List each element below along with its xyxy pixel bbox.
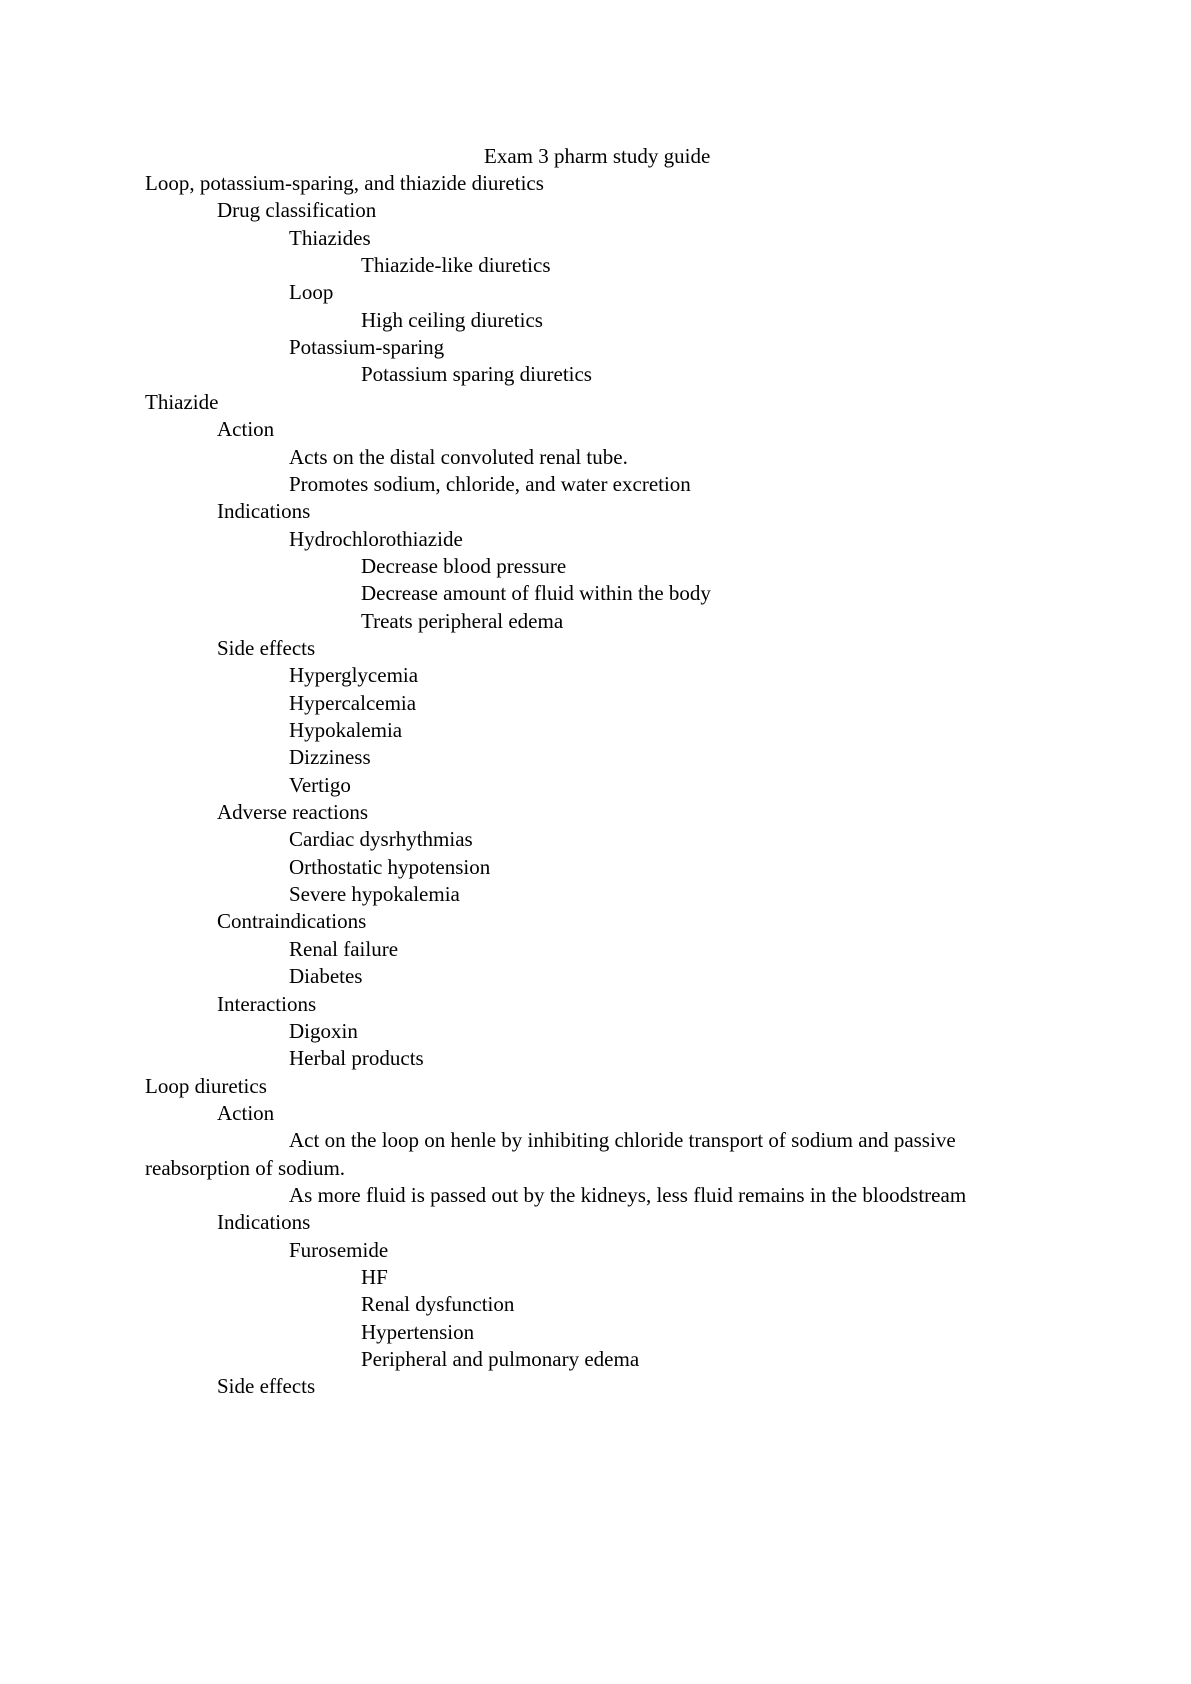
outline-line-level-2: Promotes sodium, chloride, and water excretion [289, 472, 691, 496]
outline-line-level-1: Indications [217, 499, 311, 523]
page-title: Exam 3 pharm study guide [484, 144, 711, 168]
outline-line-level-2: Cardiac dysrhythmias [289, 827, 473, 851]
outline-line-level-2: Vertigo [289, 773, 351, 797]
outline-line-level-2: Renal failure [289, 937, 399, 961]
outline-line-level-1: Action [217, 1101, 275, 1125]
outline-line-level-3: Renal dysfunction [361, 1292, 515, 1316]
outline-line-level-2: Dizziness [289, 745, 371, 769]
outline-line-level-3: Potassium sparing diuretics [361, 362, 592, 386]
outline-line-level-2: Severe hypokalemia [289, 882, 460, 906]
outline-line-level-3: Decrease blood pressure [361, 554, 567, 578]
outline-line-level-0: Loop diuretics [145, 1074, 267, 1098]
outline-line-level-2: Herbal products [289, 1046, 424, 1070]
outline-line-level-1: Action [217, 417, 275, 441]
outline-line-level-2: Furosemide [289, 1238, 389, 1262]
outline-line-level-1: Contraindications [217, 909, 367, 933]
outline-line-level-1: Side effects [217, 636, 316, 660]
outline-line-level-3: Treats peripheral edema [361, 609, 564, 633]
outline-line-level-2: Hydrochlorothiazide [289, 527, 463, 551]
outline-line-level-2: Hypokalemia [289, 718, 403, 742]
outline-line-level-2: Thiazides [289, 226, 371, 250]
outline-line-level-2: Act on the loop on henle by inhibiting chloride transport of sodium and passive [289, 1128, 956, 1152]
outline-line-level-2: Potassium-sparing [289, 335, 445, 359]
outline-line-level-3: HF [361, 1265, 388, 1289]
outline-line-level-2: Hypercalcemia [289, 691, 417, 715]
outline-line-level-3: Peripheral and pulmonary edema [361, 1347, 640, 1371]
outline-line-level-0: Thiazide [145, 390, 219, 414]
outline-line-level-1: Side effects [217, 1374, 316, 1398]
outline-line-level-1: Interactions [217, 992, 317, 1016]
outline-line-level-0: Loop, potassium-sparing, and thiazide diuretics [145, 171, 544, 195]
outline-line-level-2: As more fluid is passed out by the kidneys, less fluid remains in the bloodstream [289, 1183, 967, 1207]
outline-line-level-3: High ceiling diuretics [361, 308, 543, 332]
outline-line-level-2: Acts on the distal convoluted renal tube. [289, 445, 628, 469]
outline-line-level-3: Decrease amount of fluid within the body [361, 581, 711, 605]
outline-line-level-1: Adverse reactions [217, 800, 369, 824]
outline-line-level-2: Digoxin [289, 1019, 358, 1043]
outline-line-level-2: Diabetes [289, 964, 363, 988]
outline-line-level-3: Hypertension [361, 1320, 475, 1344]
outline-line-level-0: reabsorption of sodium. [145, 1156, 346, 1180]
outline-line-level-1: Drug classification [217, 198, 377, 222]
outline-line-level-3: Thiazide-like diuretics [361, 253, 551, 277]
outline-line-level-2: Orthostatic hypotension [289, 855, 491, 879]
outline-line-level-2: Hyperglycemia [289, 663, 419, 687]
outline-line-level-2: Loop [289, 280, 334, 304]
outline-line-level-1: Indications [217, 1210, 311, 1234]
